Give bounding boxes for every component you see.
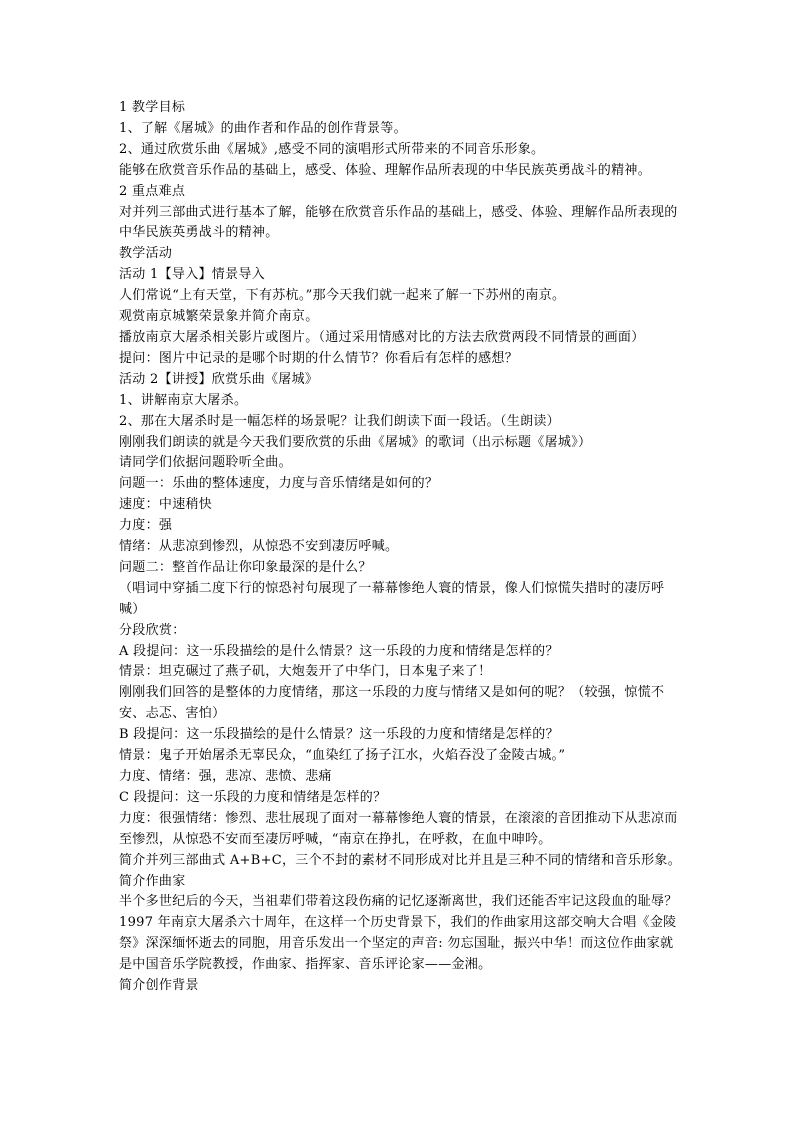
heading-teaching-activities: 教学活动 bbox=[119, 246, 173, 262]
paragraph: 1、讲解南京大屠杀。 bbox=[119, 392, 248, 408]
activity-2-title: 活动 2【讲授】欣赏乐曲《屠城》 bbox=[119, 371, 319, 387]
paragraph: 简介并列三部曲式 A+B+C，三个不封的素材不同形成对比并且是三种不同的情绪和音乐形象。 bbox=[119, 852, 682, 868]
paragraph: 力度、情绪：强，悲凉、悲愤、悲痛 bbox=[119, 769, 332, 784]
goal-item-3: 能够在欣赏音乐作品的基础上，感受、体验、理解作品所表现的中华民族英勇战斗的精神。 bbox=[119, 162, 652, 178]
paragraph: 半个多世纪后的今天，当祖辈们带着这段伤痛的记忆逐渐离世，我们还能否牢记这段血的耻辱？1997 年南京大屠杀六十周年，在这样一个历史背景下，我们的作曲家用这部交响大合唱《金陵祭》深深缅怀逝去的同胞，用音乐发出一个坚定的声音: 勿忘国耻，振兴中华！而这位作曲家就是中国音乐学院教授，作曲家、指挥家、音乐评论家——金湘。 bbox=[119, 894, 678, 973]
heading-background: 简介创作背景 bbox=[119, 978, 199, 994]
paragraph: 刚刚我们回答的是整体的力度情绪，那这一乐段的力度与情绪又是如何的呢？（较强，惊慌不安、忐忑、害怕） bbox=[119, 685, 665, 722]
paragraph: 情景：坦克碾过了燕子矶，大炮轰开了中华门，日本鬼子来了！ bbox=[119, 664, 492, 680]
question-2: 问题二：整首作品让你印象最深的是什么？ bbox=[119, 559, 372, 575]
paragraph: 提问：图片中记录的是哪个时期的什么情节？你看后有怎样的感想？ bbox=[119, 350, 519, 366]
paragraph: 请同学们依据问题聆听全曲。 bbox=[119, 455, 292, 471]
key-difficulties-text: 对并列三部曲式进行基本了解，能够在欣赏音乐作品的基础上，感受、体验、理解作品所表现的中华民族英勇战斗的精神。 bbox=[119, 204, 678, 241]
answer-dynamics: 力度：强 bbox=[119, 518, 173, 534]
goal-item-1: 1、了解《屠城》的曲作者和作品的创作背景等。 bbox=[119, 120, 407, 136]
section-a-question: A 段提问：这一乐段描绘的是什么情景？这一乐段的力度和情绪是怎样的？ bbox=[119, 643, 559, 659]
section-appreciation-title: 分段欣赏： bbox=[119, 622, 186, 638]
goal-item-2: 2、通过欣赏乐曲《屠城》,感受不同的演唱形式所带来的不同音乐形象。 bbox=[119, 141, 545, 157]
answer-tempo: 速度：中速稍快 bbox=[119, 497, 213, 513]
section-b-question: B 段提问：这一乐段描绘的是什么情景？这一乐段的力度和情绪是怎样的？ bbox=[119, 727, 559, 743]
heading-composer: 简介作曲家 bbox=[119, 873, 186, 889]
heading-teaching-goals: 1 教学目标 bbox=[119, 100, 186, 115]
paragraph: 人们常说“上有天堂，下有苏杭。”那今天我们就一起来了解一下苏州的南京。 bbox=[119, 288, 566, 304]
paragraph: 播放南京大屠杀相关影片或图片。（通过采用情感对比的方法去欣赏两段不同情景的画面） bbox=[119, 329, 645, 345]
paragraph: 刚刚我们朗读的就是今天我们要欣赏的乐曲《屠城》的歌词（出示标题《屠城》） bbox=[119, 434, 592, 450]
section-c-question: C 段提问：这一乐段的力度和情绪是怎样的？ bbox=[119, 789, 387, 805]
paragraph: 2、那在大屠杀时是一幅怎样的场景呢？让我们朗读下面一段话。（生朗读） bbox=[119, 413, 560, 429]
activity-1-title: 活动 1【导入】情景导入 bbox=[119, 267, 266, 283]
paragraph: 情景：鬼子开始屠杀无辜民众，“血染红了扬子江水，火焰吞没了金陵古城。” bbox=[119, 748, 566, 764]
question-1: 问题一：乐曲的整体速度，力度与音乐情绪是如何的？ bbox=[119, 476, 439, 492]
document-page bbox=[119, 98, 683, 997]
heading-key-difficulties: 2 重点难点 bbox=[119, 183, 186, 199]
answer-mood: 情绪：从悲凉到惨烈，从惊恐不安到凄厉呼喊。 bbox=[119, 539, 399, 555]
paragraph: 观赏南京城繁荣景象并简介南京。 bbox=[119, 309, 319, 325]
paragraph: 力度：很强情绪：惨烈、悲壮展现了面对一幕幕惨绝人寰的情景，在滚滚的音团推动下从悲凉而至惨烈，从惊恐不安而至凄厉呼喊，“南京在挣扎，在呼救，在血中呻吟。 bbox=[119, 810, 678, 847]
paragraph: （唱词中穿插二度下行的惊恐衬句展现了一幕幕惨绝人寰的情景，像人们惊慌失措时的凄厉呼喊） bbox=[119, 580, 665, 617]
